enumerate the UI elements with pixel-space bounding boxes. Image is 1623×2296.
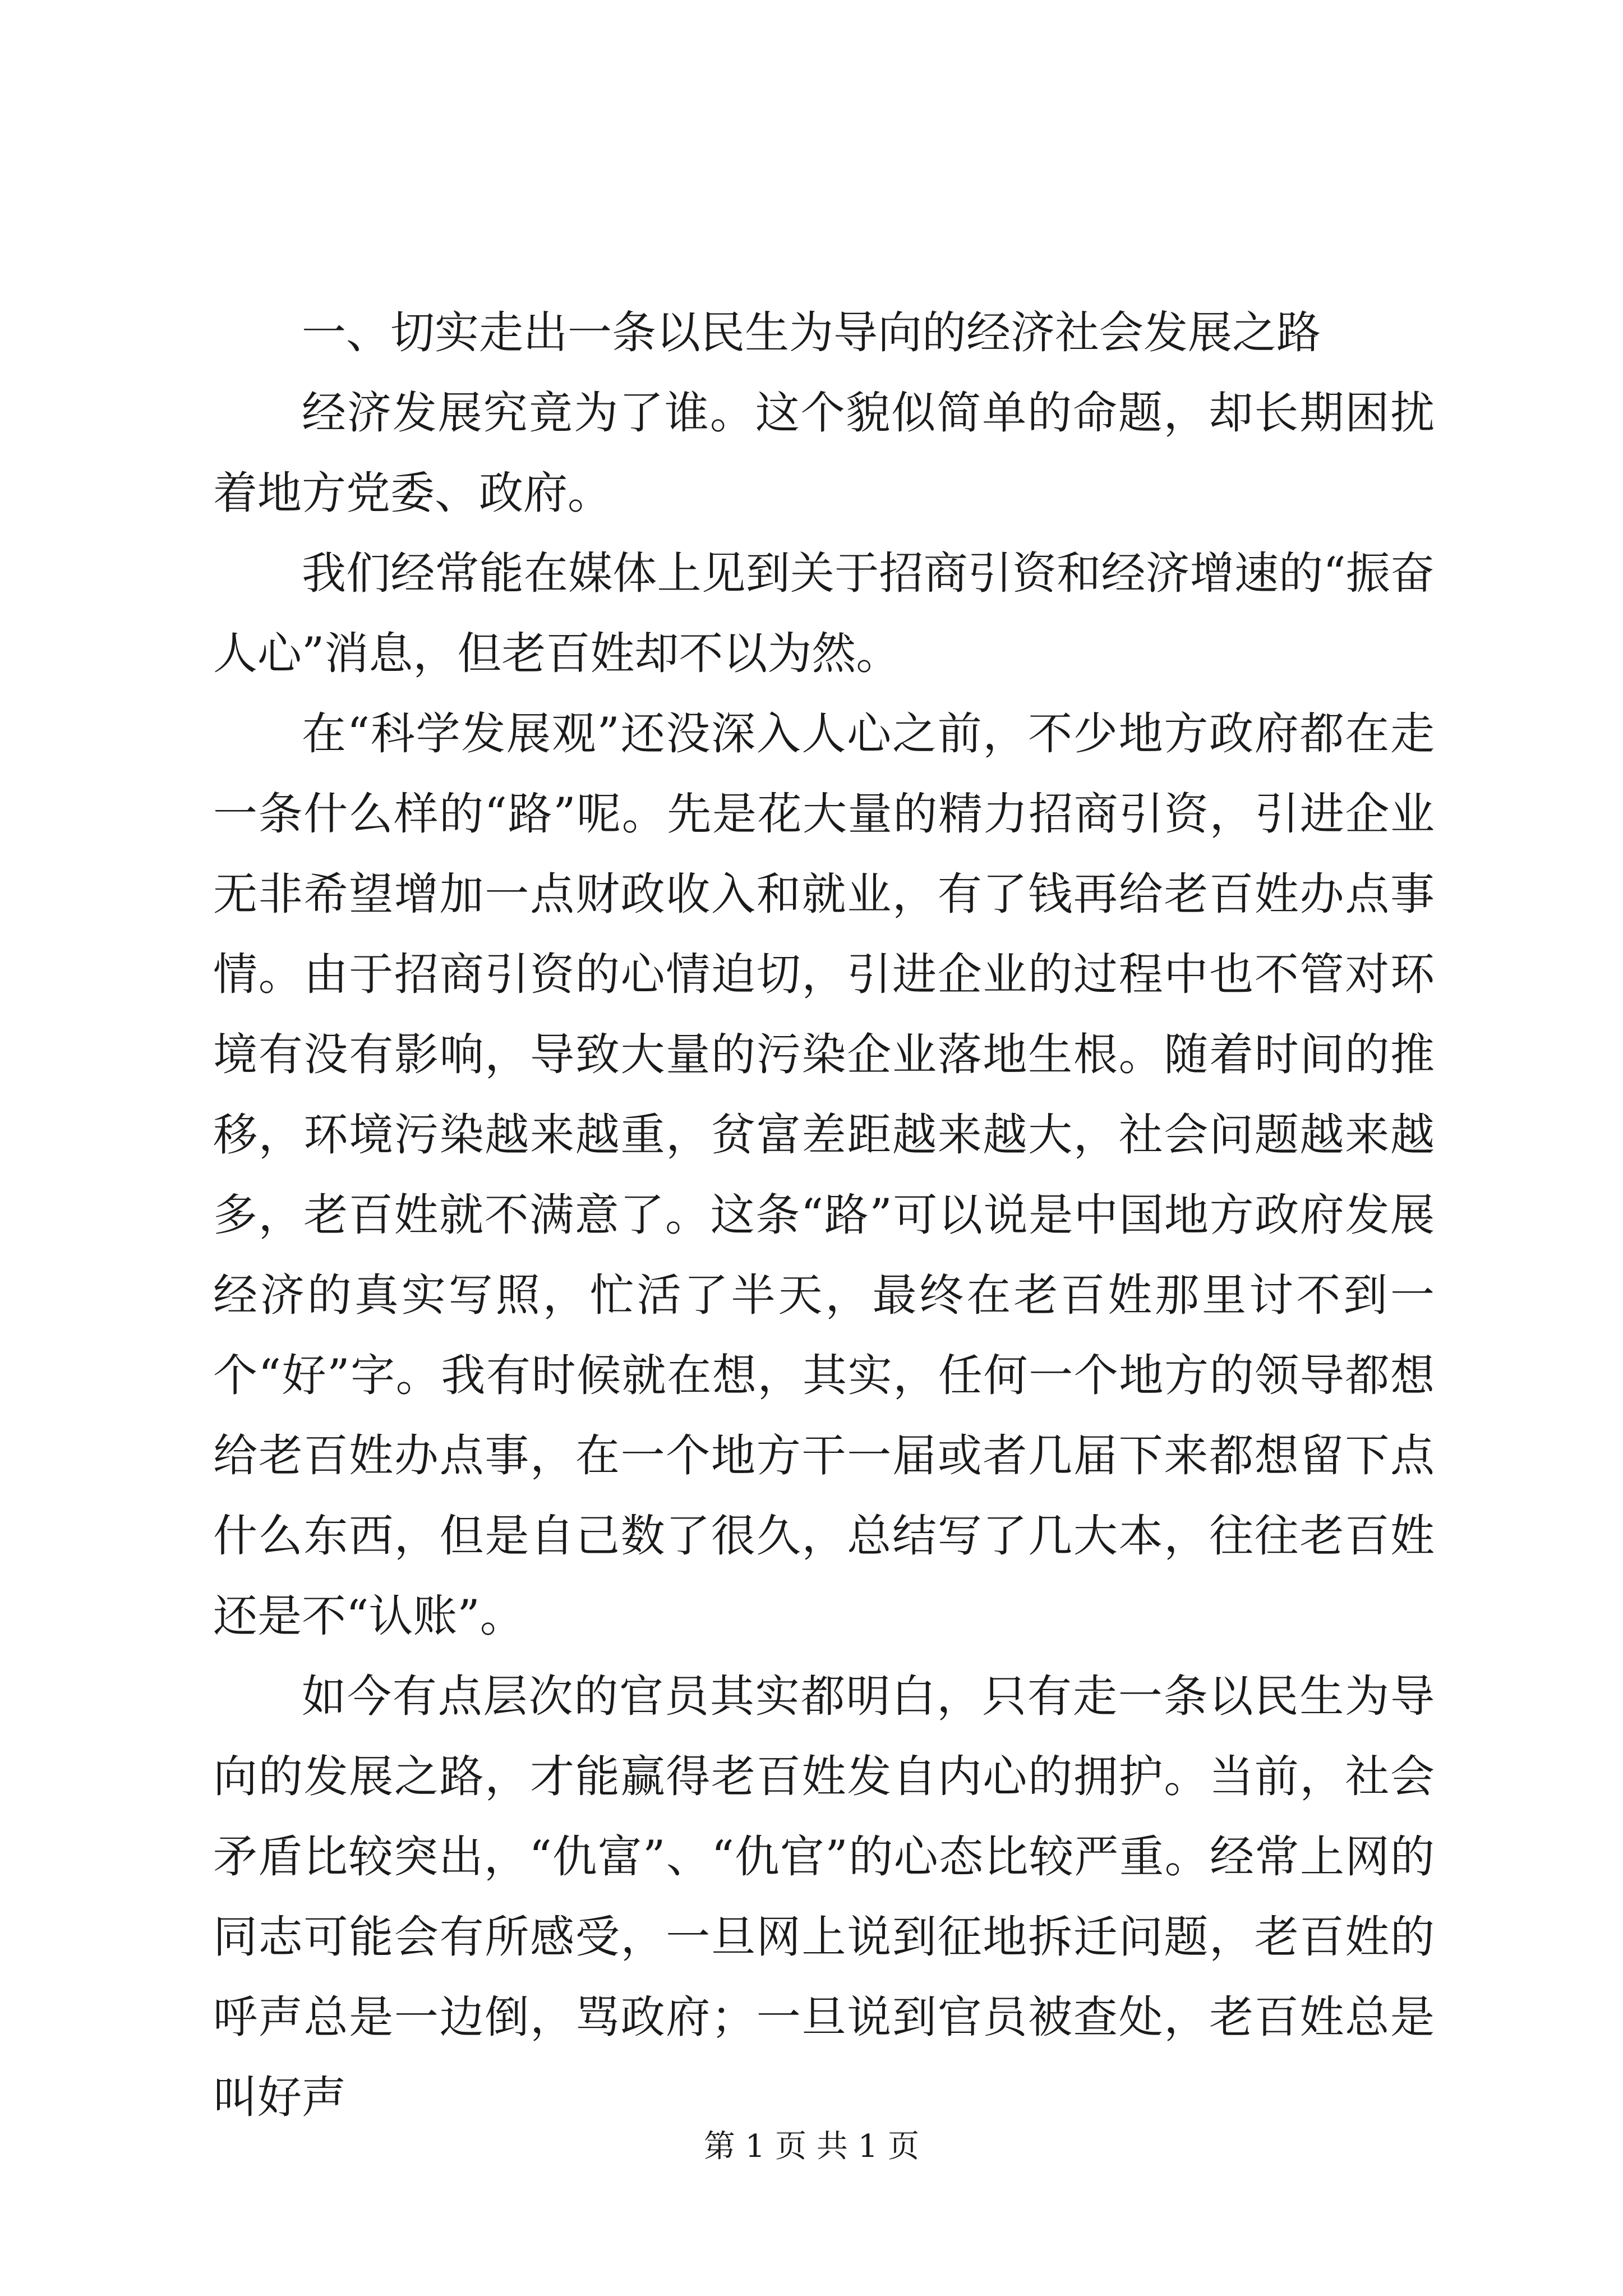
paragraph-2: 我们经常能在媒体上见到关于招商引资和经济增速的“振奋人心”消息，但老百姓却不以为然。 bbox=[213, 547, 1435, 679]
document-body bbox=[213, 293, 1435, 2138]
page-footer: 第 1 页 共 1 页 bbox=[703, 2128, 920, 2165]
paragraph-1: 经济发展究竟为了谁。这个貌似简单的命题，却长期困扰着地方党委、政府。 bbox=[213, 387, 1435, 519]
paragraph-4: 如今有点层次的官员其实都明白，只有走一条以民生为导向的发展之路，才能赢得老百姓发自内心的拥护。当前，社会矛盾比较突出，“仇富”、“仇官”的心态比较严重。经常上网的同志可能会有所感受，一旦网上说到征地拆迁问题，老百姓的呼声总是一边倒，骂政府；一旦说到官员被查处，老百姓总是叫好声 bbox=[213, 1671, 1435, 2123]
paragraph-3: 在“科学发展观”还没深入人心之前，不少地方政府都在走一条什么样的“路”呢。先是花大量的精力招商引资，引进企业无非希望增加一点财政收入和就业，有了钱再给老百姓办点事情。由于招商引资的心情迫切，引进企业的过程中也不管对环境有没有影响，导致大量的污染企业落地生根。随着时间的推移，环境污染越来越重，贫富差距越来越大，社会问题越来越多，老百姓就不满意了。这条“路”可以说是中国地方政府发展经济的真实写照，忙活了半天，最终在老百姓那里讨不到一个“好”字。我有时候就在想，其实，任何一个地方的领导都想给老百姓办点事，在一个地方干一届或者几届下来都想留下点什么东西，但是自己数了很久，总结写了几大本，往往老百姓还是不“认账”。 bbox=[213, 708, 1435, 1642]
section-heading: 一、切实走出一条以民生为导向的经济社会发展之路 bbox=[302, 307, 1321, 358]
